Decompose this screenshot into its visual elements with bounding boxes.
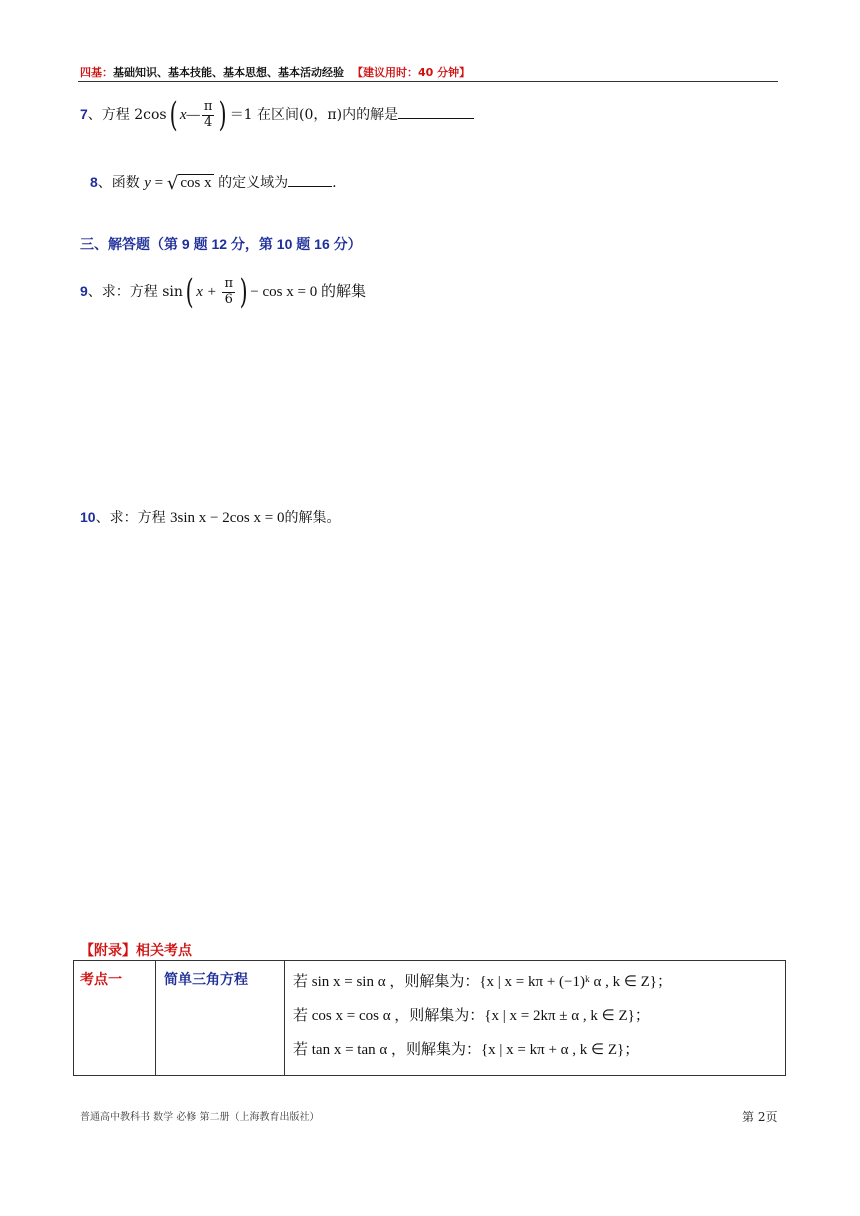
left-paren: ( — [169, 95, 178, 135]
question-7-pre: 、方程 2cos — [87, 107, 167, 123]
question-7-fraction — [202, 100, 215, 130]
header-time: 【建议用时：40 分钟】 — [352, 66, 471, 79]
question-8-number: 8 — [90, 174, 98, 190]
right-paren: ) — [239, 272, 248, 312]
question-8 — [90, 172, 337, 194]
question-10-pre: 、求：方程 — [95, 510, 171, 526]
appendix-line-sin: 若 sin x = sin α ，则解集为：{x | x = kπ + (−1)ᵏ α , k ∈ Z}； — [293, 974, 672, 990]
question-9-number: 9 — [80, 283, 88, 299]
radical-icon: √ — [166, 172, 179, 194]
appendix-line-tan: 若 tan x = tan α ，则解集为：{x | x = kπ + α , k ∈ Z}； — [293, 1042, 640, 1058]
header-text: 基础知识、基本技能、基本思想、基本活动经验 — [113, 66, 344, 79]
question-7-number: 7 — [80, 106, 88, 122]
appendix-table — [73, 960, 786, 1076]
question-8-post: 的定义域为 — [213, 175, 289, 191]
question-7-x: x— — [179, 107, 200, 123]
question-10 — [80, 507, 340, 527]
appendix-content — [285, 961, 786, 1076]
question-8-pre: 、函数 — [97, 175, 145, 191]
question-9-post: − cos x = 0 的解集 — [250, 284, 366, 300]
radicand: cos x — [180, 174, 212, 191]
question-7-post: ＝1 在区间(0，π)内的解是 — [229, 107, 399, 123]
right-paren: ) — [219, 95, 228, 135]
answer-blank[interactable] — [398, 118, 474, 119]
question-10-post: 的解集。 — [284, 510, 341, 526]
fraction-denominator: 6 — [224, 291, 233, 307]
left-paren: ( — [185, 272, 194, 312]
question-10-expression: 3sin x − 2cos x = 0 — [170, 510, 285, 526]
question-10-number: 10 — [80, 509, 96, 525]
question-8-eq: = — [150, 175, 167, 191]
fraction-numerator: π — [224, 276, 234, 292]
answer-blank[interactable] — [288, 186, 332, 187]
question-8-end: . — [332, 175, 337, 191]
table-row — [74, 961, 786, 1076]
appendix-point: 考点一 — [74, 961, 156, 1076]
fraction-numerator: π — [203, 99, 213, 115]
appendix-title: 【附录】相关考点 — [80, 942, 192, 958]
question-7 — [80, 95, 474, 135]
header-rule — [78, 81, 778, 82]
question-9-pre: 、求：方程 sin — [87, 284, 183, 300]
page-header — [80, 64, 470, 80]
header-tag: 四基： — [80, 66, 113, 79]
sqrt-expression — [167, 173, 214, 194]
appendix-line-cos: 若 cos x = cos α ，则解集为：{x | x = 2kπ ± α , k ∈ Z}； — [293, 1008, 650, 1024]
fraction-denominator: 4 — [204, 114, 213, 130]
page-number: 第 2页 — [742, 1110, 778, 1124]
appendix-topic: 简单三角方程 — [156, 961, 285, 1076]
question-9 — [80, 272, 366, 312]
question-9-fraction — [222, 277, 235, 307]
footer-book: 普通高中教科书 数学 必修 第二册（上海教育出版社） — [80, 1112, 320, 1123]
section-title: 三、解答题（第 9 题 12 分，第 10 题 16 分） — [80, 236, 362, 252]
question-8-y: y — [144, 175, 151, 191]
question-9-x: x + — [196, 284, 221, 300]
